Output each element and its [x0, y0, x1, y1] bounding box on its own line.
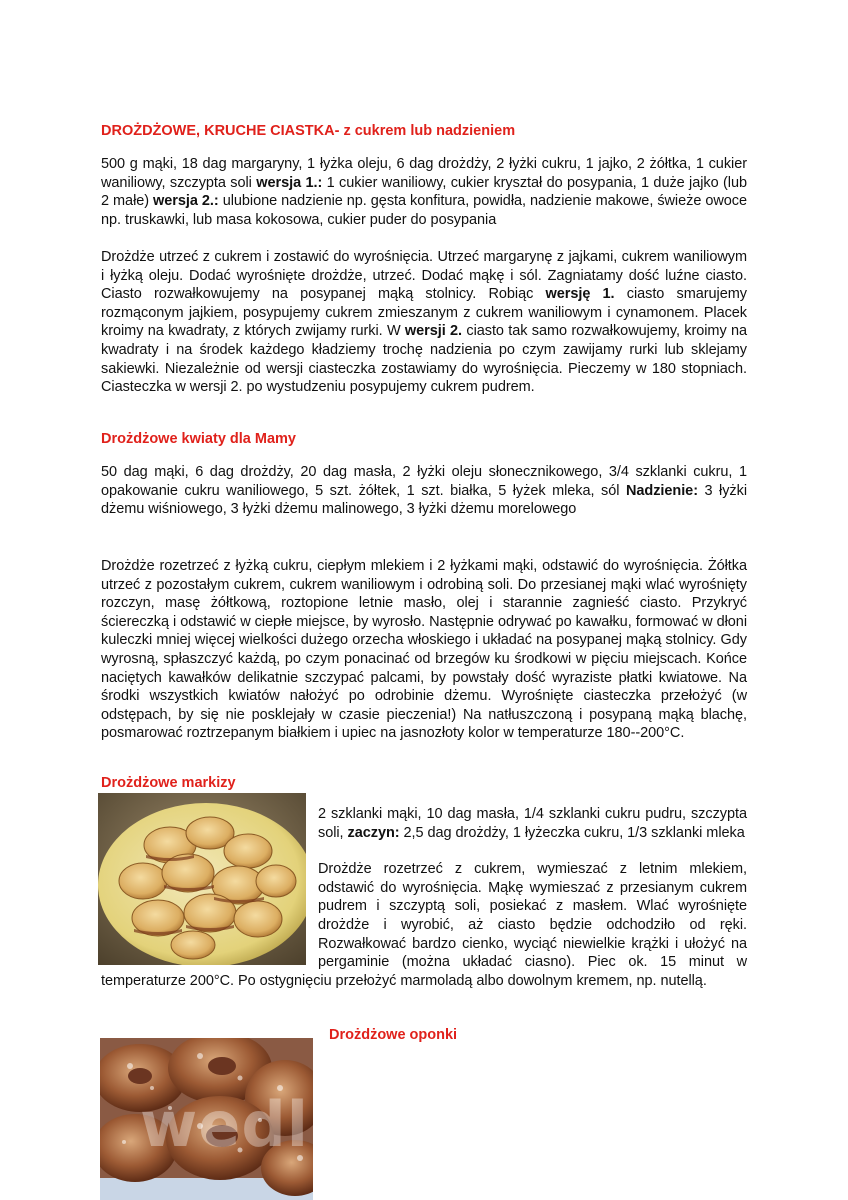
recipe-block — [101, 793, 747, 990]
recipe-method: Drożdże utrzeć z cukrem i zostawić do wyrośnięcia. Utrzeć margarynę z jajkami, cukrem waniliowym i łyżką oleju. Dodać wyrośnięte drożdże, utrzeć. Dodać mąkę i sól. Zagniatamy dość luźne ciasto. Ciasto rozwałkowujemy na posypanej mąką stolnicy. Robiąc wersję 1. ciasto smarujemy rozmąconym jajkiem, posypujemy cukrem zmieszanym z cukrem waniliowym i cynamonem. Placek kroimy na kwadraty, z których zwijamy rurki. W wersji 2. ciasto tak samo rozwałkowujemy, kroimy na kwadraty i na środek każdego kładziemy trochę nadzienia po czym zawijamy rurki lub sklejamy sakiewki. Niezależnie od wersji ciasteczka zostawiamy do wyrośnięcia. Pieczemy w 180 stopniach. Ciasteczka w wersji 2. po wystudzeniu posypujemy cukrem pudrem. — [101, 249, 748, 396]
donuts-photo — [100, 1038, 313, 1200]
recipe-title: Drożdżowe markizy — [101, 775, 236, 791]
recipe-ingredients: 2 szklanki mąki, 10 dag masła, 1/4 szklanki cukru pudru, szczypta soli, zaczyn: 2,5 dag drożdży, 1 łyżeczka cukru, 1/3 szklanki mleka — [318, 806, 747, 841]
recipe-title: Drożdżowe oponki — [329, 1027, 458, 1043]
recipe-ingredients: 500 g mąki, 18 dag margaryny, 1 łyżka oleju, 6 dag drożdży, 2 łyżki cukru, 1 jajko, 2 żółtka, 1 cukier waniliowy, szczypta soli wersja 1.: 1 cukier waniliowy, cukier kryształ do posypania, 1 duże jajko (lub 2 małe) wersja 2.: ulubione nadzienie np. gęsta konfitura, powidła, nadzienie makowe, świeże owoce np. truskawki, lub masa kokosowa, cukier puder do posypania — [101, 156, 748, 228]
recipe-title: DROŻDŻOWE, KRUCHE CIASTKA- z cukrem lub nadzieniem — [101, 123, 516, 139]
recipe-ingredients: 50 dag mąki, 6 dag drożdży, 20 dag masła, 2 łyżki oleju słonecznikowego, 3/4 szklanki cukru, 1 opakowanie cukru waniliowego, 5 szt. żółtek, 1 szt. białka, 5 łyżek mleka, sól Nadzienie: 3 łyżki dżemu wiśniowego, 3 łyżki dżemu malinowego, 3 łyżki dżemu morelowego — [101, 464, 747, 518]
watermark: wedlinydomowe.pl — [140, 1088, 810, 1161]
donuts-photo-svg — [100, 1038, 313, 1200]
recipe-method: Drożdże rozetrzeć z cukrem, wymieszać z letnim mlekiem, odstawić do wyrośnięcia. Mąkę wymieszać z przesianym cukrem pudrem i szczyptą soli, posiekać z masłem. Wlać wyrośnięte drożdże i wyrobić, aż ciasto będzie odchodziło od ręki. Rozwałkować bardzo cienko, wyciąć niewielkie krążki i ułożyć na pergaminie (można układać ciasno). Piec ok. 15 minut w temperaturze 200°C. Po ostygnięciu przełożyć marmoladą albo dowolnym kremem, np. nutellą. — [101, 861, 747, 989]
recipe-method: Drożdże rozetrzeć z łyżką cukru, ciepłym mlekiem i 2 łyżkami mąki, odstawić do wyrośnięcia. Żółtka utrzeć z pozostałym cukrem, cukrem waniliowym i odrobiną soli. Do przesianej mąki wlać wyrośnięty rozczyn, masę żółtkową, roztopione letnie masło, olej i starannie zagnieść ciasto. Przykryć ściereczką i odstawić w ciepłe miejsce, by wyrosło. Następnie odrywać po kawałku, formować w dłoni kuleczki mniej więcej wielkości dużego orzecha włoskiego i układać na posypanej mąką stolnicy. Gdy wyrosną, spłaszczyć każdą, po czym ponacinać od brzegów ku środkowi w pięciu miejscach. Końce naciętych kawałków delikatnie szczypać palcami, by powstały dość wyraziste płatki kwiatowe. Na środki wszystkich kwiatów nałożyć po odrobinie dżemu. Wyrośnięte ciasteczka przełożyć (w odstępach, by się nie posklejały w czasie pieczenia!) Na natłuszczoną i posypaną mąką blachę, posmarować roztrzepanym białkiem i upiec na jasnozłoty kolor w temperaturze 180--200°C. — [101, 558, 747, 742]
recipe-title: Drożdżowe kwiaty dla Mamy — [101, 431, 296, 447]
cookies-photo-svg — [98, 793, 306, 965]
cookies-photo — [98, 793, 306, 965]
